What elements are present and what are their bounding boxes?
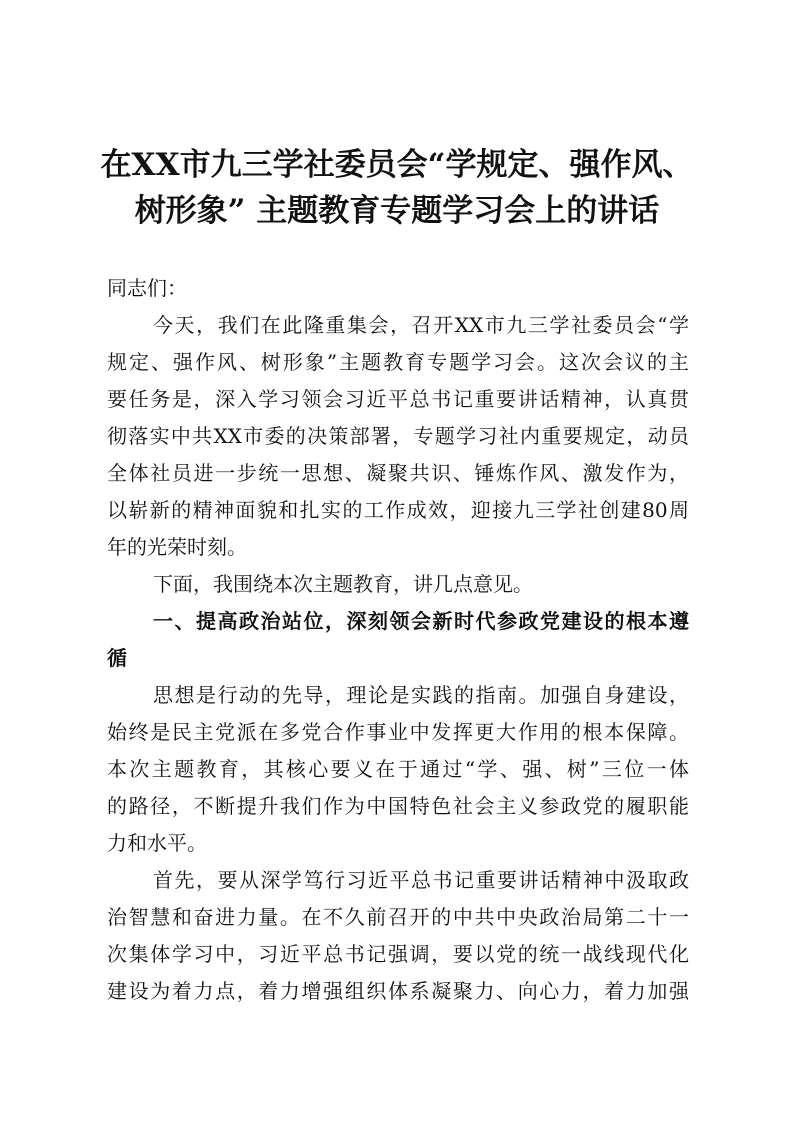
text-line: 同志们： (107, 276, 187, 300)
text-line: 始终是民主党派在多党合作事业中发挥更大作用的根本保障。 (107, 720, 689, 744)
title-line: 在XX市九三学社委员会“学规定、强作风、 (100, 147, 694, 183)
text-line: 全体社员进一步统一思想、凝聚共识、锤炼作风、激发作为， (107, 461, 689, 485)
text-line: 首先，要从深学笃行习近平总书记重要讲话精神中汲取政 (153, 868, 689, 892)
text-line: 的路径，不断提升我们作为中国特色社会主义参政党的履职能 (107, 794, 689, 818)
text-line: 下面，我围绕本次主题教育，讲几点意见。 (153, 572, 533, 596)
text-line: 年的光荣时刻。 (107, 535, 247, 559)
section-heading (107, 603, 689, 677)
document-title (100, 142, 694, 234)
text-line: 要任务是，深入学习领会习近平总书记重要讲话精神，认真贯 (107, 387, 689, 411)
paragraph (107, 677, 689, 862)
document-body (107, 270, 689, 1010)
text-line: 以崭新的精神面貌和扎实的工作成效，迎接九三学社创建80周 (107, 498, 689, 522)
paragraph (107, 307, 689, 566)
text-line: 今天，我们在此隆重集会，召开XX市九三学社委员会“学 (153, 313, 689, 337)
text-line: 彻落实中共XX市委的决策部署，专题学习社内重要规定，动员 (107, 424, 689, 448)
text-line: 思想是行动的先导，理论是实践的指南。加强自身建设， (153, 683, 689, 707)
paragraph (107, 862, 689, 1010)
paragraph (107, 566, 689, 603)
text-line: 本次主题教育，其核心要义在于通过“学、强、树”三位一体 (107, 757, 689, 781)
text-line: 治智慧和奋进力量。在不久前召开的中共中央政治局第二十一 (107, 905, 689, 929)
text-line: 建设为着力点，着力增强组织体系凝聚力、向心力，着力加强 (107, 979, 689, 1003)
title-line: 树形象” 主题教育专题学习会上的讲话 (134, 193, 660, 229)
salutation (107, 270, 689, 307)
text-line: 力和水平。 (107, 831, 207, 855)
text-line: 规定、强作风、树形象”主题教育专题学习会。这次会议的主 (107, 350, 689, 374)
text-line: 次集体学习中，习近平总书记强调，要以党的统一战线现代化 (107, 942, 689, 966)
text-line: 循 (107, 646, 127, 670)
text-line: 一、提高政治站位，深刻领会新时代参政党建设的根本遵 (153, 609, 689, 633)
